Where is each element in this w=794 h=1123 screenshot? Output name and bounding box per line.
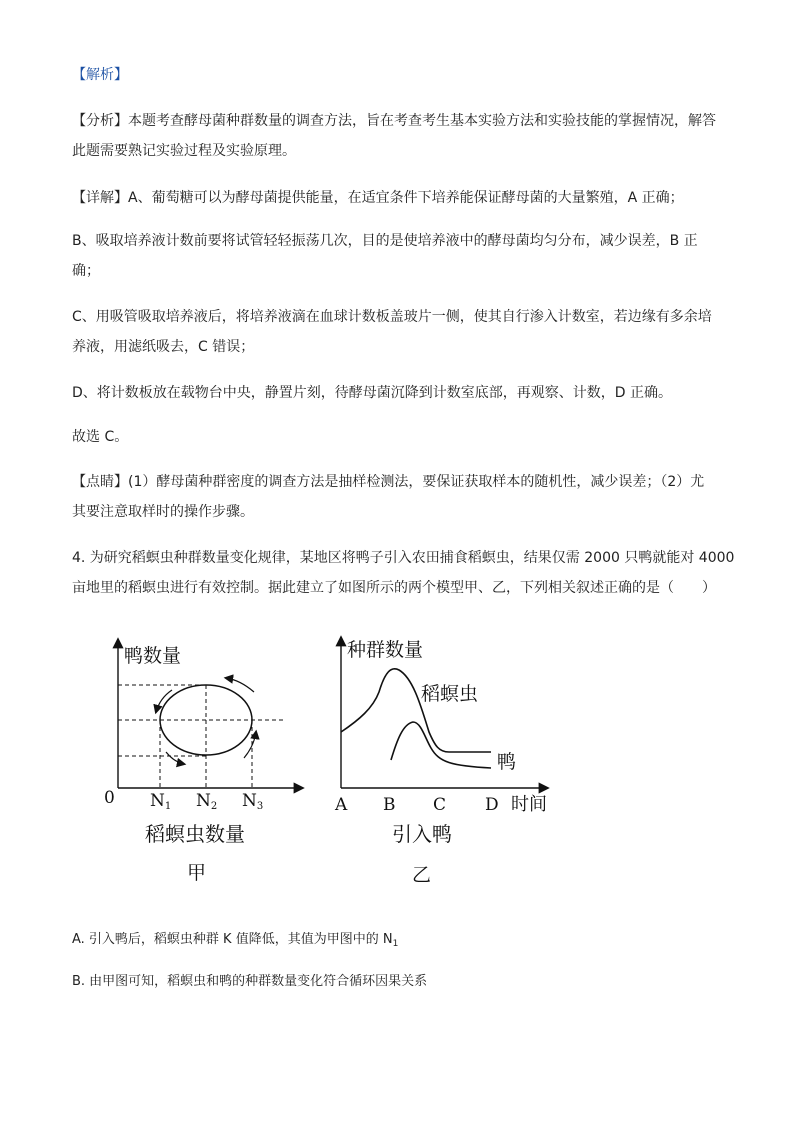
analysis-paragraph	[72, 106, 732, 136]
question-line-2: 亩地里的稻螟虫进行有效控制。据此建立了如图所示的两个模型甲、乙，下列相关叙述正确的是（ ）	[72, 580, 716, 596]
question-line-1: 4. 为研究稻螟虫种群数量变化规律，某地区将鸭子引入农田捕食稻螟虫，结果仅需 2000 只鸭就能对 4000	[72, 550, 735, 566]
yi-pest-label: 稻螟虫	[421, 683, 479, 705]
jia-tick-n1: N1	[150, 791, 172, 810]
detail-option-a	[72, 183, 732, 213]
detail-option-c-line-2: 养液，用滤纸吸去，C 错误；	[72, 339, 255, 355]
option-a	[72, 925, 732, 959]
yi-duck-label: 鸭	[497, 751, 517, 773]
analysis-label: 【分析】	[72, 113, 128, 129]
option-b: B. 由甲图可知，稻螟虫和鸭的种群数量变化符合循环因果关系	[72, 974, 428, 989]
jia-origin-label: 0	[104, 788, 115, 808]
jia-x-axis-label: 稻螟虫数量	[145, 822, 245, 846]
yi-x-axis-label: 时间	[511, 794, 547, 815]
yi-y-axis-label: 种群数量	[347, 639, 424, 661]
yi-pest-curve	[341, 669, 491, 752]
note-paragraph	[72, 467, 732, 497]
jia-dashed-guides	[118, 685, 285, 788]
jia-caption: 甲	[187, 862, 207, 884]
yi-tick-c: C	[433, 795, 447, 815]
figure-jia-diagram	[80, 630, 310, 810]
jia-tick-n3: N3	[242, 791, 264, 810]
figure-yi-diagram	[325, 628, 565, 818]
detail-label: 【详解】	[72, 190, 128, 206]
detail-option-b-line-1: B、吸取培养液计数前要将试管轻轻振荡几次，目的是使培养液中的酵母菌均匀分布，减少误差，B 正	[72, 233, 698, 249]
note-line-2: 其要注意取样时的操作步骤。	[72, 504, 254, 520]
yi-tick-b: B	[383, 795, 396, 815]
jia-y-axis-label: 鸭数量	[124, 645, 182, 667]
note-label: 【点睛】	[72, 474, 128, 490]
jia-tick-n2: N2	[196, 791, 218, 810]
yi-tick-d: D	[485, 795, 499, 815]
detail-a-text: A、葡萄糖可以为酵母菌提供能量，在适宜条件下培养能保证酵母菌的大量繁殖，A 正确；	[128, 190, 684, 206]
analysis-line-1: 本题考查酵母菌种群数量的调查方法，旨在考查考生基本实验方法和实验技能的掌握情况，解答	[128, 113, 716, 129]
detail-option-c-line-1: C、用吸管吸取培养液后，将培养液滴在血球计数板盖玻片一侧，使其自行渗入计数室，若边缘有多余培	[72, 309, 712, 325]
option-a-text: A. 引入鸭后，稻螟虫种群 K 值降低，其值为甲图中的 N	[72, 932, 393, 947]
detail-option-b-line-2: 确；	[72, 263, 100, 279]
analysis-section-heading: 【解析】	[72, 67, 128, 83]
answer-line: 故选 C。	[72, 429, 129, 445]
yi-tick-a: A	[335, 795, 348, 815]
option-a-subscript: 1	[392, 939, 399, 949]
note-line-1: (1）酵母菌种群密度的调查方法是抽样检测法，要保证获取样本的随机性，减少误差；（2）尤	[128, 474, 705, 490]
detail-option-d: D、将计数板放在载物台中央，静置片刻，待酵母菌沉降到计数室底部，再观察、计数，D 正确。	[72, 385, 673, 401]
yi-caption: 乙	[412, 864, 432, 886]
yi-duck-curve	[391, 722, 491, 768]
analysis-line-2: 此题需要熟记实验过程及实验原理。	[72, 143, 296, 159]
yi-arrow-label: 引入鸭	[392, 822, 452, 846]
